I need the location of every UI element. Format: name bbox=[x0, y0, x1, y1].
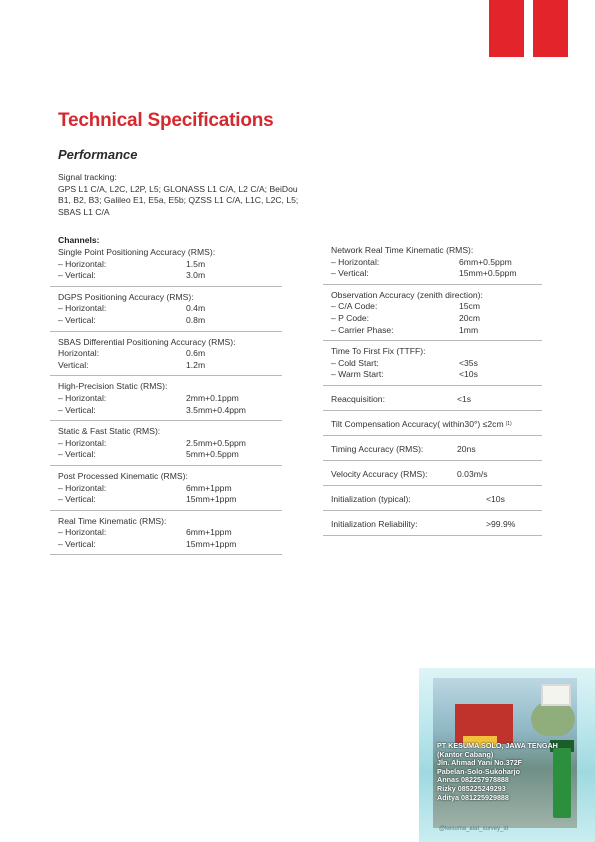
initialization-row bbox=[323, 489, 542, 511]
spec-column-right bbox=[323, 243, 542, 539]
spec-row bbox=[58, 360, 282, 372]
photo-watermark: @kesuma_alat_survey_id bbox=[439, 826, 509, 832]
spec-label: – Vertical: bbox=[331, 268, 369, 279]
spec-row bbox=[58, 348, 282, 360]
spec-label: – Horizontal: bbox=[58, 527, 107, 538]
spec-value: 15mm+1ppm bbox=[186, 538, 237, 549]
spec-value: <10s bbox=[486, 493, 505, 504]
spec-block bbox=[50, 290, 282, 332]
contact-line: Aditya 081225929888 bbox=[437, 792, 509, 802]
spec-label: – Horizontal: bbox=[331, 256, 380, 267]
spec-label: – Horizontal: bbox=[58, 437, 107, 448]
spec-column-left bbox=[50, 245, 282, 558]
spec-block bbox=[323, 288, 542, 341]
spec-value: 20ns bbox=[457, 443, 476, 454]
spec-row bbox=[331, 257, 542, 269]
spec-label: – Horizontal: bbox=[58, 392, 107, 403]
spec-row bbox=[58, 405, 282, 417]
channels-heading: Channels: bbox=[58, 235, 100, 245]
spec-value: 15mm+1ppm bbox=[186, 494, 237, 505]
spec-block-title: Observation Accuracy (zenith direction): bbox=[331, 289, 483, 300]
spec-label: – P Code: bbox=[331, 312, 370, 323]
spec-block bbox=[50, 424, 282, 466]
spec-label: – Vertical: bbox=[58, 404, 96, 415]
spec-label: – Vertical: bbox=[58, 314, 96, 325]
spec-label: Horizontal: bbox=[58, 348, 100, 359]
spec-value: 0.4m bbox=[186, 303, 206, 314]
spec-block-title: Single Point Positioning Accuracy (RMS): bbox=[58, 247, 216, 257]
spec-label: – Horizontal: bbox=[58, 482, 107, 493]
spec-value: 5mm+0.5ppm bbox=[186, 449, 239, 460]
spec-label: – Carrier Phase: bbox=[331, 324, 394, 335]
spec-row bbox=[58, 315, 282, 327]
spec-block bbox=[50, 335, 282, 377]
spec-label: Vertical: bbox=[58, 359, 89, 370]
spec-value: 3.0m bbox=[186, 270, 206, 281]
spec-block bbox=[50, 514, 282, 556]
tree bbox=[531, 702, 575, 736]
footnote-marker: (1) bbox=[505, 420, 512, 427]
contact-line: Rizky 085225249293 bbox=[437, 783, 506, 793]
dealer-contact-overlay bbox=[437, 742, 587, 802]
spec-value: <1s bbox=[457, 393, 472, 404]
spec-label: – Warm Start: bbox=[331, 369, 384, 380]
spec-value: 1.5m bbox=[186, 258, 206, 269]
spec-row bbox=[331, 358, 542, 370]
contact-line: (Kantor Cabang) bbox=[437, 749, 494, 759]
velocity-accuracy-row bbox=[323, 464, 542, 486]
spec-block-title: Real Time Kinematic (RMS): bbox=[58, 515, 167, 526]
spec-block-title: Static & Fast Static (RMS): bbox=[58, 426, 161, 437]
spec-value: 15mm+0.5ppm bbox=[459, 268, 517, 279]
spec-label: – Vertical: bbox=[58, 270, 96, 281]
spec-block-title: Post Processed Kinematic (RMS): bbox=[58, 470, 188, 481]
spec-row bbox=[331, 325, 542, 337]
spec-label: – Horizontal: bbox=[58, 303, 107, 314]
contact-line: Pabelan-Solo-Sukoharjo bbox=[437, 766, 521, 776]
contact-line: PT KESUMA SOLO, JAWA TENGAH bbox=[437, 741, 558, 750]
spec-value: 6mm+0.5ppm bbox=[459, 256, 512, 267]
spec-label: Reacquisition: bbox=[331, 393, 385, 404]
spec-row bbox=[58, 259, 282, 271]
initialization-reliability-row bbox=[323, 514, 542, 536]
spec-row bbox=[331, 313, 542, 325]
spec-value: 3.5mm+0.4ppm bbox=[186, 404, 246, 415]
dealer-photo bbox=[419, 668, 595, 842]
spec-label: – Vertical: bbox=[58, 538, 96, 549]
spec-block-title: DGPS Positioning Accuracy (RMS): bbox=[58, 291, 194, 302]
spec-row bbox=[331, 369, 542, 381]
spec-value: 6mm+1ppm bbox=[186, 527, 232, 538]
spec-block bbox=[323, 344, 542, 386]
spec-value: <10s bbox=[459, 369, 478, 380]
billboard bbox=[541, 684, 571, 706]
timing-accuracy-row bbox=[323, 439, 542, 461]
spec-value: 20cm bbox=[459, 312, 481, 323]
spec-label: Initialization Reliability: bbox=[331, 518, 418, 529]
red-accent-bar-right bbox=[533, 0, 568, 57]
spec-block-title: Network Real Time Kinematic (RMS): bbox=[331, 245, 474, 255]
spec-value: 15cm bbox=[459, 301, 481, 312]
spec-row bbox=[331, 268, 542, 280]
spec-block-title: Time To First Fix (TTFF): bbox=[331, 346, 426, 357]
spec-label: – Horizontal: bbox=[58, 258, 107, 269]
spec-row bbox=[58, 483, 282, 495]
signal-tracking-heading: Signal tracking: bbox=[58, 172, 117, 182]
spec-row bbox=[58, 393, 282, 405]
spec-label: Timing Accuracy (RMS): bbox=[331, 443, 424, 454]
spec-block bbox=[50, 469, 282, 511]
page-title: Technical Specifications bbox=[58, 110, 274, 131]
spec-value: <35s bbox=[459, 357, 478, 368]
right-spec-blocks bbox=[323, 243, 542, 386]
spec-value: 6mm+1ppm bbox=[186, 482, 232, 493]
contact-line: Annas 082257978888 bbox=[437, 775, 509, 785]
spec-label: Initialization (typical): bbox=[331, 493, 411, 504]
red-accent-bar-left bbox=[489, 0, 524, 57]
spec-label: – Cold Start: bbox=[331, 357, 379, 368]
spec-label: Velocity Accuracy (RMS): bbox=[331, 468, 428, 479]
section-subtitle: Performance bbox=[58, 147, 138, 162]
spec-row bbox=[58, 539, 282, 551]
spec-value: 2mm+0.1ppm bbox=[186, 392, 239, 403]
spec-value: 1mm bbox=[459, 324, 479, 335]
spec-label: – Vertical: bbox=[58, 449, 96, 460]
spec-label: – Vertical: bbox=[58, 494, 96, 505]
spec-row bbox=[58, 270, 282, 282]
spec-value: 0.03m/s bbox=[457, 468, 488, 479]
spec-block bbox=[50, 245, 282, 287]
spec-block bbox=[323, 243, 542, 285]
spec-label: – C/A Code: bbox=[331, 301, 378, 312]
signal-tracking bbox=[58, 172, 308, 218]
spec-row bbox=[58, 449, 282, 461]
signal-tracking-body: GPS L1 C/A, L2C, L2P, L5; GLONASS L1 C/A, L2 C/A; BeiDou B1, B2, B3; Galileo E1, E5a, E5b; QZSS L1 C/A, L1C, L2C, L5; SBAS L1 C/A bbox=[58, 183, 299, 217]
spec-row bbox=[58, 494, 282, 506]
spec-value: 0.8m bbox=[186, 314, 206, 325]
spec-value: >99.9% bbox=[486, 518, 516, 529]
spec-block-title: SBAS Differential Positioning Accuracy (RMS): bbox=[58, 336, 236, 347]
spec-row bbox=[58, 438, 282, 450]
spec-block bbox=[50, 379, 282, 421]
reacquisition-row bbox=[323, 389, 542, 411]
spec-value: 2.5mm+0.5ppm bbox=[186, 437, 246, 448]
spec-block-title: High-Precision Static (RMS): bbox=[58, 381, 168, 392]
spec-value: 0.6m bbox=[186, 348, 206, 359]
spec-row bbox=[58, 303, 282, 315]
spec-row bbox=[331, 301, 542, 313]
spec-row bbox=[58, 527, 282, 539]
spec-value: 1.2m bbox=[186, 359, 206, 370]
contact-line: Jln. Ahmad Yani No.372F bbox=[437, 758, 523, 768]
tilt-compensation-text: Tilt Compensation Accuracy( within30°) ≤2cm bbox=[331, 418, 504, 429]
tilt-compensation-row bbox=[323, 414, 542, 436]
